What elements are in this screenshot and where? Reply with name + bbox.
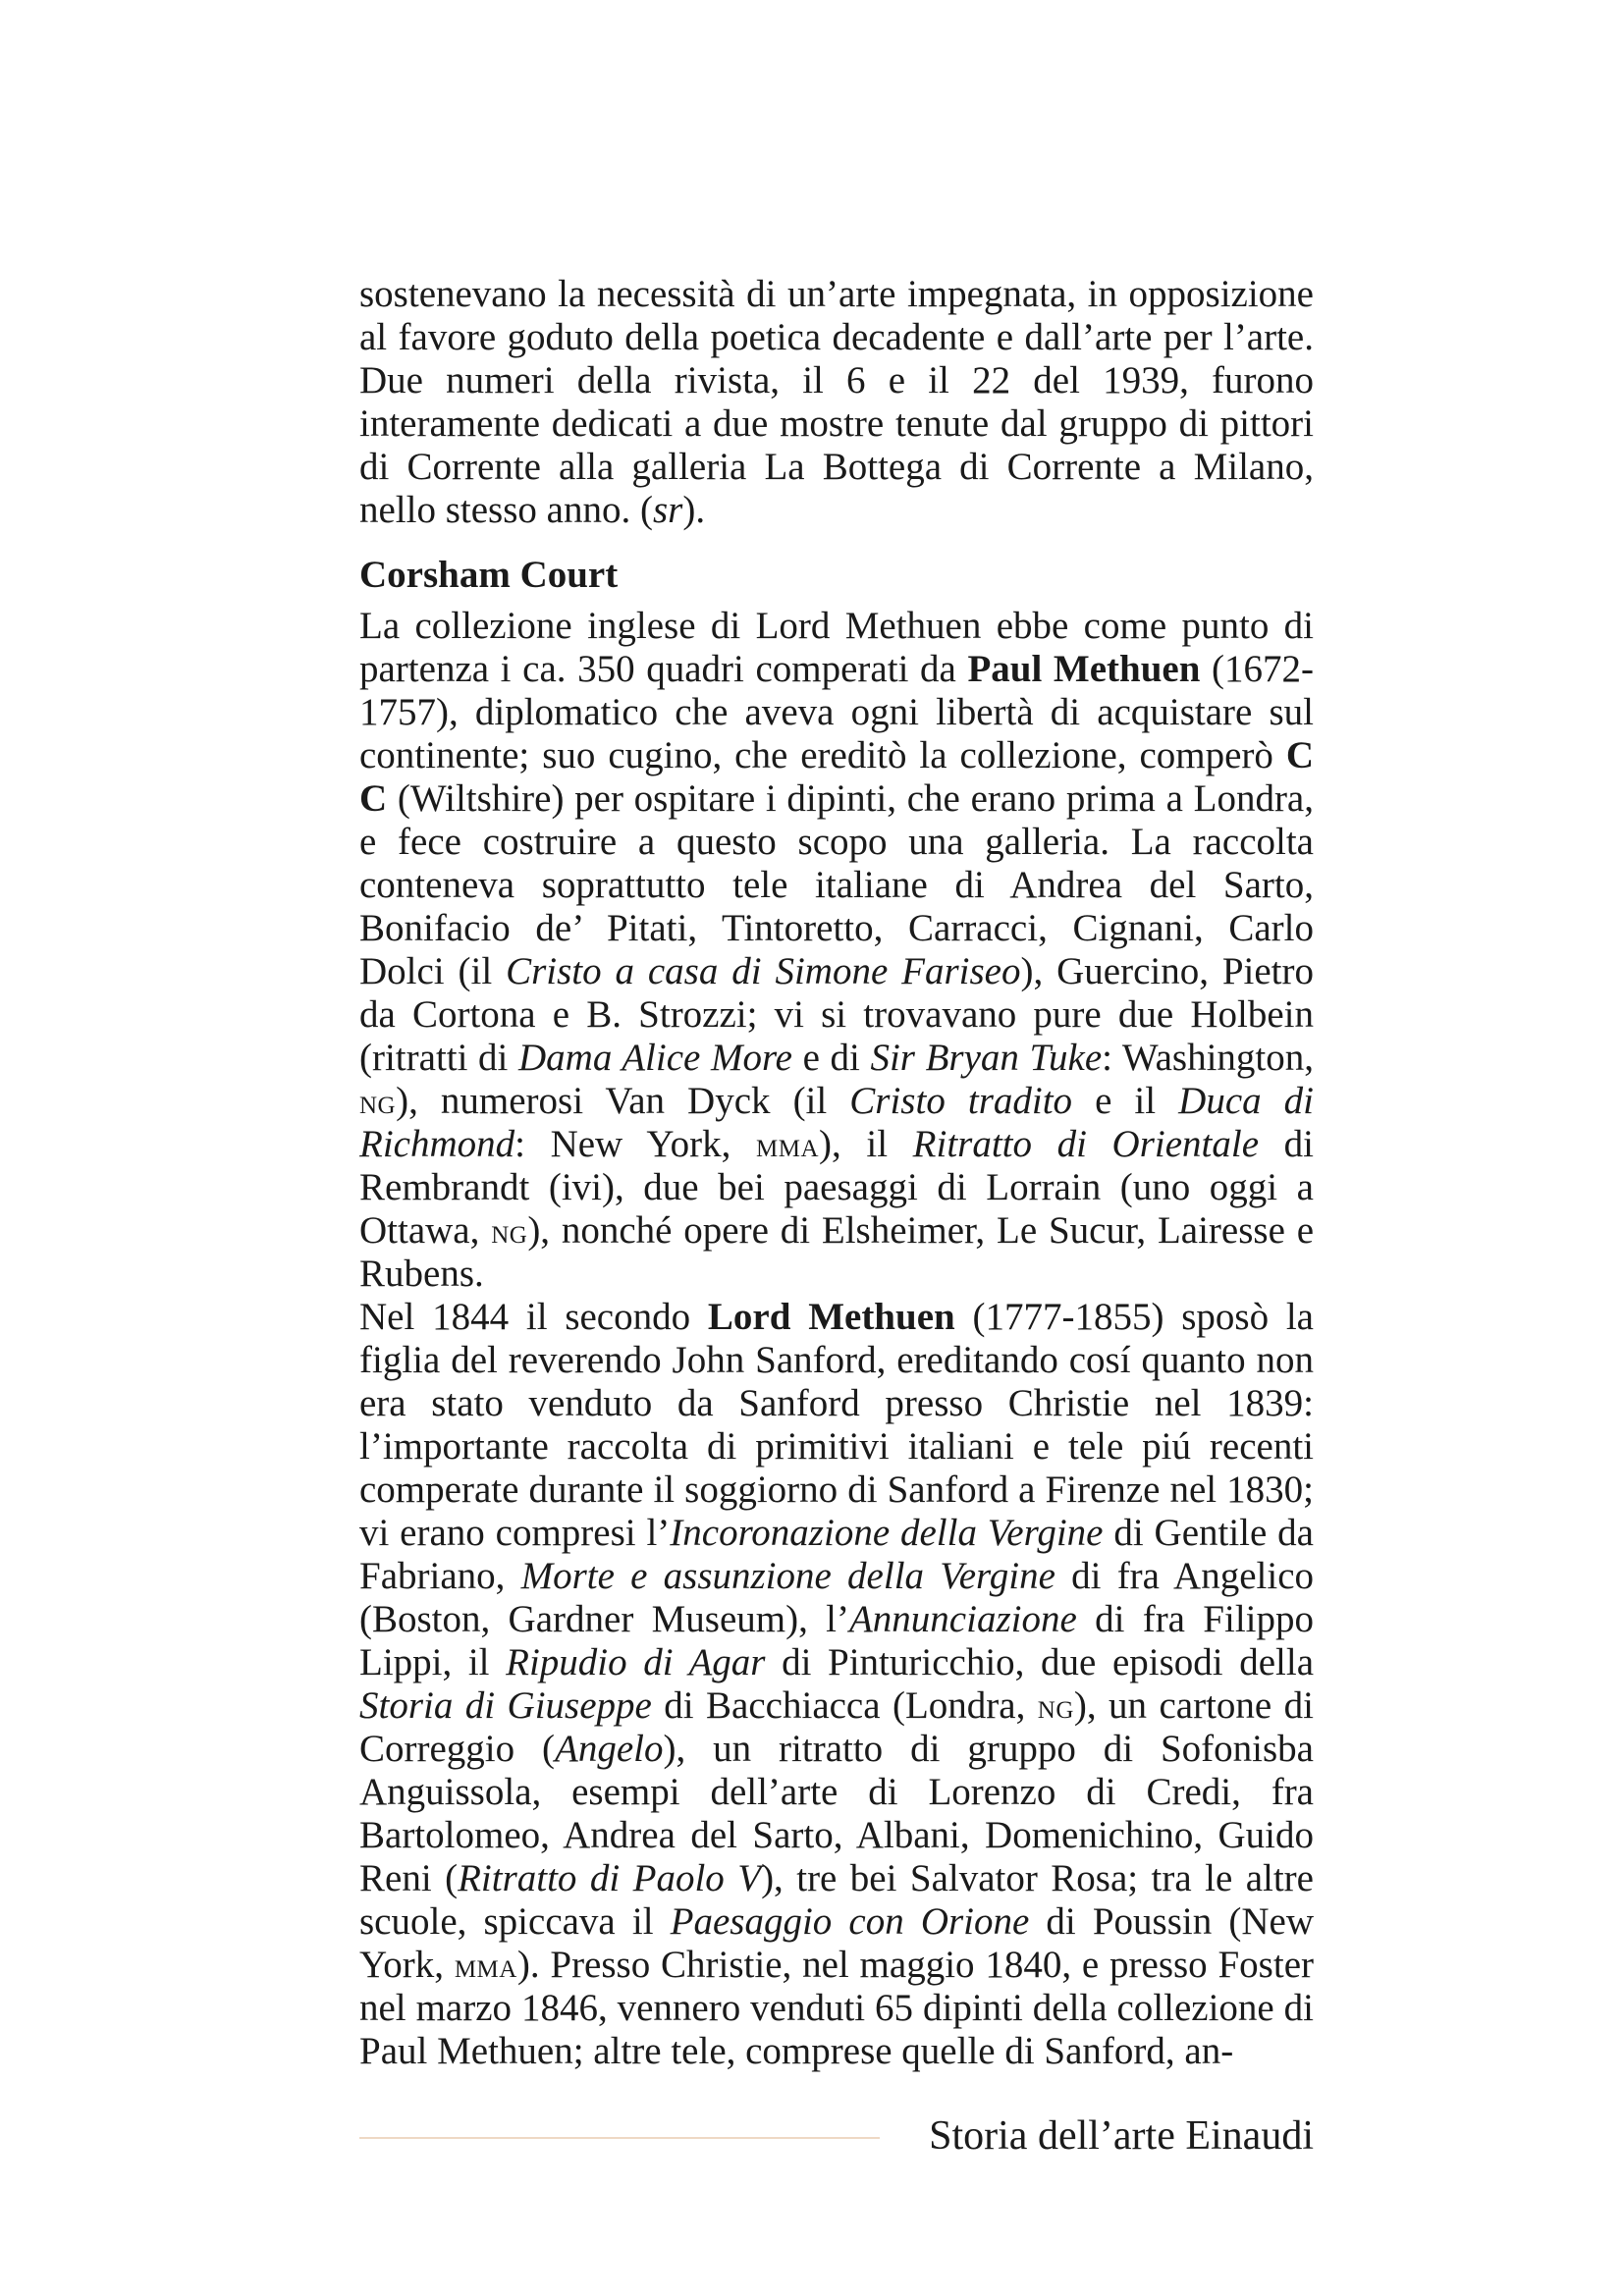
footer-rule [359, 2137, 880, 2139]
artwork-title: Ritratto di Orientale [912, 1123, 1260, 1165]
intro-end: ). [682, 489, 706, 531]
text-run: (1672-1757), diplomatico che aveva ogni libertà di acquistare sul continente; suo cugino, che ereditò la collezione, comperò [359, 648, 1314, 776]
bold-name: Paul Methuen [967, 648, 1201, 690]
artwork-title: Dama Alice More [518, 1037, 792, 1079]
intro-paragraph [359, 273, 1314, 532]
artwork-title: Ripudio di Agar [506, 1641, 766, 1683]
museum-abbrev: mma [756, 1125, 820, 1164]
text-run: di fra Filippo Lippi, il [359, 1598, 1314, 1683]
text-run: di Gentile da Fabriano, [359, 1512, 1314, 1597]
text-run: ), un ritratto di gruppo di Sofonisba Anguissola, esempi dell’arte di Lorenzo di Credi, fra Bartolomeo, Andrea del Sarto, Albani, Domenichino, Guido Reni ( [359, 1728, 1314, 1899]
text-run: di Bacchiacca (Londra, [651, 1684, 1038, 1727]
intro-text: sostenevano la necessità di un’arte impegnata, in opposizione al favore goduto della poetica decadente e dall’arte per l’arte. Due numeri della rivista, il 6 e il 22 del 1939, furono interamente dedicati a due mostre tenute dal gruppo di pittori di Corrente alla galleria La Bottega di Corrente a Milano, nello stesso anno. ( [359, 273, 1314, 531]
text-run: di Pinturicchio, due episodi della [765, 1641, 1315, 1683]
text-run: ), nonché opere di Elsheimer, Le Sucur, Lairesse e Rubens. [359, 1209, 1315, 1295]
text-run: Nel 1844 il secondo [359, 1296, 708, 1338]
text-run: (Wiltshire) per ospitare i dipinti, che erano prima a Londra, e fece costruire a questo scopo una galleria. La raccolta conteneva soprattutto tele italiane di Andrea del Sarto, Bonifacio de’ Pitati, Tintoretto, Carracci, Cignani, Carlo Dolci (il [359, 777, 1314, 992]
entry-title: Corsham Court [359, 554, 619, 596]
entry-paragraph-2 [359, 1296, 1314, 2073]
bold-name: Lord Methuen [707, 1296, 955, 1338]
artwork-title: Angelo [555, 1728, 664, 1770]
museum-abbrev: ng [1037, 1686, 1074, 1726]
museum-abbrev: ng [491, 1211, 528, 1251]
museum-abbrev: ng [359, 1082, 397, 1121]
text-run: La collezione inglese di Lord Methuen ebbe come punto di partenza i ca. 350 quadri comperati da [359, 605, 1314, 690]
entry-paragraph-1 [359, 605, 1314, 1296]
museum-abbrev: mma [454, 1946, 517, 1985]
text-run: ), Guercino, Pietro da Cortona e B. Strozzi; vi si trovavano pure due Holbein (ritratti di [359, 950, 1314, 1079]
text-run: ), un cartone di Correggio ( [359, 1684, 1315, 1770]
text-run: : Washington, [1102, 1037, 1314, 1079]
text-run: : New York, [514, 1123, 756, 1165]
author-initials: sr [652, 489, 683, 531]
artwork-title: Storia di Giuseppe [359, 1684, 652, 1727]
text-run: (1777-1855) sposò la figlia del reverendo John Sanford, ereditando cosí quanto non era stato venduto da Sanford presso Christie nel 1839: l’importante raccolta di primitivi italiani e tele piú recenti comperate durante il soggiorno di Sanford a Firenze nel 1830; vi erano compresi l’ [359, 1296, 1314, 1554]
artwork-title: Sir Bryan Tuke [870, 1037, 1103, 1079]
page-body [359, 273, 1314, 2073]
artwork-title: Duca di Richmond [359, 1080, 1315, 1165]
text-run: di fra Angelico (Boston, Gardner Museum), l’ [359, 1555, 1314, 1640]
text-run: ). Presso Christie, nel maggio 1840, e presso Foster nel marzo 1846, vennero venduti 65 dipinti della collezione di Paul Methuen; altre tele, comprese quelle di Sanford, an- [359, 1944, 1314, 2072]
artwork-title: Paesaggio con Orione [670, 1900, 1030, 1943]
text-run: e di [791, 1037, 871, 1079]
text-run: ), il [819, 1123, 913, 1165]
text-run: ), tre bei Salvator Rosa; tra le altre scuole, spiccava il [359, 1857, 1314, 1943]
artwork-title: Cristo tradito [849, 1080, 1073, 1122]
text-run: di Rembrandt (ivi), due bei paesaggi di Lorrain (uno oggi a Ottawa, [359, 1123, 1314, 1252]
footer-title: Storia dell’arte Einaudi [929, 2113, 1314, 2159]
artwork-title: Annunciazione [848, 1598, 1077, 1640]
artwork-title: Cristo a casa di Simone Fariseo [506, 950, 1021, 992]
text-run: e il [1072, 1080, 1179, 1122]
text-run: ), numerosi Van Dyck (il [396, 1080, 850, 1122]
artwork-title: Morte e assunzione della Vergine [520, 1555, 1055, 1597]
artwork-title: Incoronazione della Vergine [670, 1512, 1104, 1554]
text-run: di Poussin (New York, [359, 1900, 1314, 1986]
bold-abbrev: C C [359, 734, 1314, 820]
artwork-title: Ritratto di Paolo V [458, 1857, 762, 1899]
